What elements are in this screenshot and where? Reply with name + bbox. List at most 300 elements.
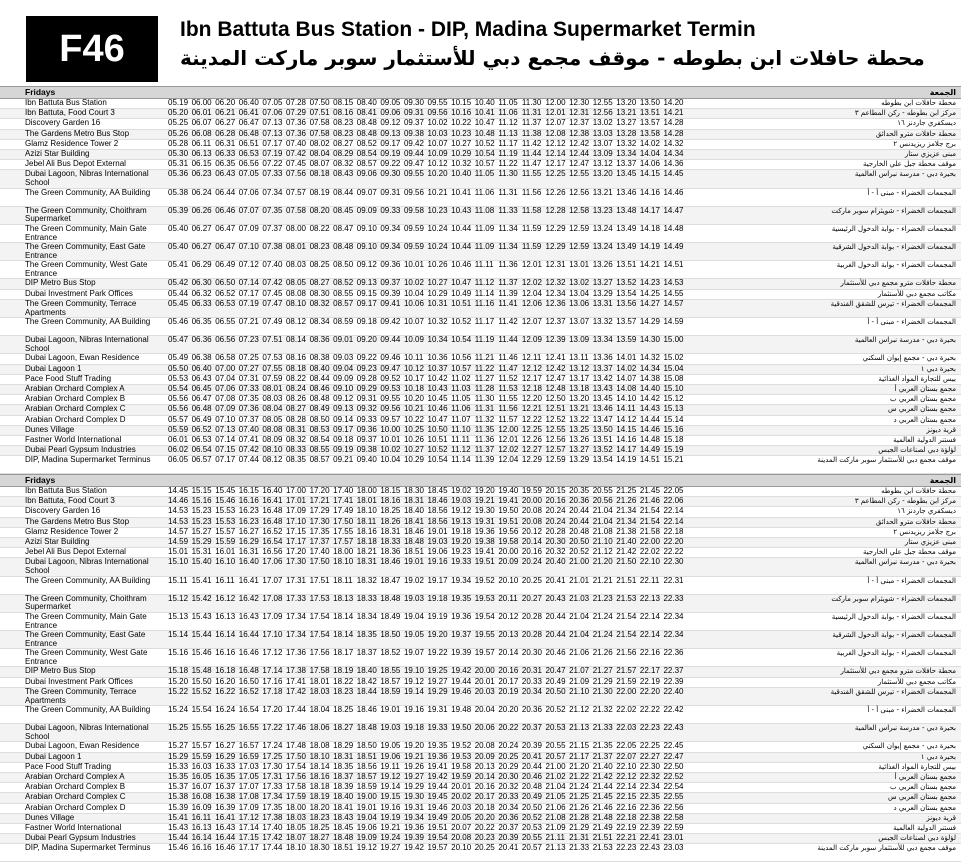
departure-time: 15.10 — [663, 383, 684, 393]
departure-time: 20.00 — [498, 547, 519, 557]
departure-time: 13.25 — [569, 424, 590, 434]
departure-time: 20.20 — [498, 705, 519, 714]
departure-time: 22.23 — [639, 723, 660, 733]
departure-time: 11.11 — [451, 434, 470, 444]
departure-time: 20.50 — [569, 536, 590, 546]
stop-name-english: Arabian Orchard Complex A — [25, 383, 125, 393]
departure-time: 13.29 — [569, 455, 590, 465]
departure-time: 16.22 — [215, 686, 236, 696]
departure-time: 10.37 — [427, 363, 448, 373]
departure-time: 21.54 — [616, 611, 637, 621]
departure-time: 06.35 — [215, 159, 236, 169]
departure-time: 22.02 — [639, 547, 660, 557]
departure-time: 09.55 — [380, 394, 401, 404]
departure-time: 14.21 — [663, 108, 684, 118]
departure-time: 14.45 — [168, 486, 189, 495]
departure-time: 16.39 — [215, 802, 236, 812]
departure-times — [168, 130, 687, 139]
departure-time: 13.50 — [592, 424, 613, 434]
departure-time: 08.15 — [333, 98, 354, 107]
stop-name-arabic: مبنى عزيزي ستار — [904, 149, 956, 158]
departure-time: 15.02 — [663, 353, 684, 363]
departure-times — [168, 365, 687, 374]
departure-time: 11.37 — [498, 278, 518, 288]
departure-time: 12.55 — [592, 98, 613, 107]
departure-time: 17.58 — [285, 782, 306, 792]
departure-time: 09.07 — [356, 187, 377, 197]
departure-time: 07.47 — [262, 298, 283, 308]
departure-time: 19.21 — [403, 751, 424, 761]
departure-time: 10.24 — [427, 223, 448, 233]
departure-time: 08.09 — [262, 434, 283, 444]
departure-time: 07.13 — [262, 128, 283, 138]
stop-name-english: Dubai Pearl Gypsum Industries — [25, 833, 136, 843]
departure-time: 17.12 — [262, 648, 283, 658]
stop-name-arabic: بحيرة دبي - مدرسة نبراس العالمية — [854, 724, 956, 733]
stop-name-arabic: المجمعات الخضراء - بوابة الدخول الشرقية — [832, 243, 956, 252]
departure-time: 09.31 — [403, 108, 424, 118]
departure-time: 06.48 — [238, 128, 259, 138]
departure-time: 12.37 — [545, 317, 566, 326]
departure-time: 12.51 — [545, 404, 566, 414]
departure-time: 16.08 — [191, 792, 212, 802]
stop-name-arabic: مبنى عزيزي ستار — [904, 537, 956, 546]
stop-name-english: DIP Metro Bus Stop — [25, 666, 96, 676]
stop-name-arabic: المجمعات الخضراء - شويثرام سوبر ماركت — [831, 206, 956, 215]
departure-time: 18.00 — [333, 547, 354, 557]
departure-time: 11.08 — [474, 205, 495, 215]
departure-time: 21.30 — [592, 686, 613, 696]
departure-time: 09.31 — [380, 187, 401, 197]
departure-time: 16.59 — [238, 751, 259, 761]
departure-time: 18.14 — [333, 611, 354, 621]
stop-name-arabic: المجمعات الخضراء - تيرس للشقق الفندقية — [830, 299, 956, 308]
departure-time: 21.46 — [639, 496, 660, 506]
departure-time: 18.22 — [333, 676, 354, 686]
departure-time: 17.10 — [262, 630, 283, 640]
departure-time: 09.13 — [333, 404, 354, 414]
departure-time: 20.08 — [451, 833, 472, 843]
departure-time: 18.35 — [356, 630, 377, 640]
departure-time: 13.21 — [592, 187, 613, 197]
departure-time: 19.10 — [403, 666, 424, 676]
departure-time: 05.31 — [168, 159, 189, 169]
departure-time: 14.53 — [168, 506, 189, 516]
departure-time: 08.10 — [285, 298, 306, 308]
departure-time: 12.58 — [569, 205, 590, 215]
departure-time: 20.57 — [545, 751, 566, 761]
departure-time: 18.17 — [333, 648, 354, 658]
departure-time: 18.55 — [380, 666, 401, 676]
departure-time: 16.27 — [238, 526, 259, 536]
departure-time: 18.42 — [356, 676, 377, 686]
departure-time: 07.22 — [262, 159, 283, 169]
departure-time: 20.30 — [521, 648, 542, 658]
departure-time: 10.07 — [427, 138, 448, 148]
departure-time: 12.56 — [569, 187, 590, 197]
departure-time: 18.36 — [380, 547, 401, 557]
departure-time: 13.48 — [616, 205, 637, 215]
departure-time: 12.20 — [521, 394, 542, 404]
departure-time: 18.56 — [356, 761, 377, 771]
departure-time: 13.54 — [592, 455, 613, 465]
departure-time: 16.13 — [191, 822, 212, 832]
departure-time: 13.26 — [592, 260, 613, 270]
departure-time: 12.21 — [521, 404, 542, 414]
departure-time: 21.13 — [569, 723, 590, 733]
departure-time: 11.02 — [451, 373, 471, 383]
departure-time: 14.46 — [663, 187, 684, 197]
departure-time: 11.34 — [498, 242, 518, 252]
departure-time: 21.11 — [545, 833, 565, 843]
departure-times — [168, 793, 687, 802]
departure-time: 06.53 — [191, 434, 212, 444]
departure-time: 12.00 — [545, 98, 566, 107]
departure-time: 11.10 — [451, 424, 471, 434]
departure-time: 12.07 — [521, 317, 542, 326]
departure-time: 17.51 — [309, 575, 330, 585]
departure-time: 12.30 — [569, 98, 590, 107]
departure-time: 19.36 — [474, 526, 495, 536]
departure-time: 22.21 — [616, 833, 637, 843]
stop-name-arabic: المجمعات الخضراء - تيرس للشقق الفندقية — [830, 687, 956, 696]
departure-time: 16.46 — [215, 843, 236, 853]
departure-time: 07.40 — [285, 138, 306, 148]
departure-time: 21.24 — [592, 611, 613, 621]
departure-time: 16.52 — [262, 526, 283, 536]
departure-time: 18.18 — [309, 782, 330, 792]
departure-time: 10.21 — [403, 404, 424, 414]
departure-time: 10.02 — [427, 118, 448, 128]
departure-time: 15.53 — [215, 516, 236, 526]
departure-time: 09.18 — [333, 434, 354, 444]
departure-time: 20.40 — [545, 557, 566, 567]
departure-time: 09.42 — [380, 317, 401, 326]
departure-time: 14.55 — [663, 288, 684, 298]
departure-time: 12.02 — [521, 278, 542, 288]
stop-name-english: Dubai Investment Park Offices — [25, 288, 133, 298]
departure-time: 17.56 — [285, 771, 306, 781]
departure-time: 21.03 — [569, 593, 590, 603]
departure-times — [168, 243, 687, 252]
departure-time: 13.02 — [569, 278, 590, 288]
departure-time: 05.40 — [168, 242, 189, 252]
departure-time: 17.00 — [285, 486, 306, 495]
departure-time: 17.40 — [262, 822, 283, 832]
departure-times — [168, 426, 687, 435]
departure-time: 16.20 — [215, 676, 236, 686]
departure-time: 22.33 — [663, 593, 684, 603]
stop-name-english: Fastner World International — [25, 434, 122, 444]
departure-time: 22.38 — [639, 812, 660, 822]
departure-time: 09.40 — [356, 455, 377, 465]
departure-time: 14.08 — [616, 383, 637, 393]
departure-time: 10.36 — [427, 353, 448, 363]
departure-time: 18.25 — [309, 822, 330, 832]
departure-time: 07.19 — [262, 148, 283, 158]
stop-name-english: Glamz Residence Tower 2 — [25, 526, 119, 536]
departure-time: 19.53 — [474, 593, 495, 603]
departure-time: 17.48 — [285, 741, 306, 751]
departure-time: 06.26 — [191, 205, 212, 215]
departure-time: 05.42 — [168, 278, 189, 288]
departure-time: 07.06 — [215, 383, 236, 393]
departure-times — [168, 189, 687, 198]
departure-time: 11.06 — [474, 187, 495, 197]
departure-time: 10.04 — [380, 455, 401, 465]
departure-time: 07.36 — [238, 404, 259, 414]
departure-time: 11.58 — [521, 205, 542, 215]
departure-time: 07.37 — [238, 414, 259, 424]
departure-time: 18.06 — [309, 723, 330, 733]
route-title-arabic: محطة حافلات ابن بطوطه - موقف مجمع دبي للأستثمار سوبر ماركت المدينة — [180, 46, 925, 70]
departure-time: 19.03 — [403, 593, 424, 603]
departure-time: 11.30 — [498, 169, 518, 179]
departure-time: 22.40 — [663, 686, 684, 696]
stop-name-arabic: مجمع بستان العربي أ — [894, 384, 956, 393]
departure-time: 21.24 — [569, 782, 590, 792]
departure-time: 18.30 — [309, 843, 330, 853]
departure-time: 12.25 — [545, 169, 566, 179]
departure-time: 16.16 — [238, 496, 259, 506]
departure-time: 16.11 — [215, 575, 235, 585]
departure-time: 19.42 — [403, 843, 424, 853]
departure-time: 12.36 — [545, 298, 566, 308]
departure-time: 10.02 — [403, 278, 424, 288]
departure-time: 06.07 — [191, 118, 212, 128]
departure-time: 18.44 — [356, 686, 377, 696]
departure-time: 12.56 — [545, 434, 566, 444]
departure-time: 08.23 — [333, 118, 354, 128]
departure-time: 17.15 — [285, 526, 306, 536]
stop-name-english: DIP, Madina Supermarket Terminus — [25, 455, 151, 465]
departure-time: 21.12 — [569, 705, 590, 714]
departure-time: 07.59 — [262, 373, 283, 383]
departure-time: 20.08 — [474, 741, 495, 751]
departure-time: 14.15 — [639, 169, 660, 179]
stop-name-arabic: مجمع بستان العربي د — [893, 803, 956, 812]
departure-time: 20.16 — [545, 496, 566, 506]
departure-time: 07.23 — [238, 335, 259, 345]
departure-time: 19.30 — [403, 792, 424, 802]
departure-time: 15.23 — [191, 506, 212, 516]
departure-time: 07.45 — [262, 288, 283, 298]
departure-time: 06.33 — [191, 298, 212, 308]
departure-time: 09.05 — [380, 98, 401, 107]
departure-time: 15.48 — [191, 666, 212, 676]
departure-time: 20.28 — [545, 526, 566, 536]
departure-time: 17.14 — [238, 822, 259, 832]
stop-name-arabic: المجمعات الخضراء - مبنى أ - أ — [867, 318, 956, 326]
departure-time: 21.27 — [592, 666, 613, 676]
departure-time: 09.12 — [356, 260, 377, 270]
departure-time: 12.47 — [569, 159, 590, 169]
stop-name-english: The Green Community, Main Gate Entrance — [25, 223, 147, 242]
departure-time: 21.54 — [616, 630, 637, 640]
departure-time: 16.25 — [215, 723, 236, 733]
departure-time: 22.55 — [663, 792, 684, 802]
departure-time: 06.50 — [215, 278, 236, 288]
departure-time: 20.04 — [474, 705, 495, 714]
departure-time: 21.29 — [592, 676, 613, 686]
departure-time: 07.21 — [238, 317, 259, 326]
departure-time: 21.04 — [545, 782, 566, 792]
departure-time: 06.00 — [191, 98, 212, 107]
departure-time: 19.35 — [427, 741, 448, 751]
departure-time: 12.00 — [498, 424, 519, 434]
section-label-english: Fridays — [25, 475, 56, 485]
departure-time: 05.40 — [168, 223, 189, 233]
departure-time: 20.27 — [521, 593, 542, 603]
departure-time: 08.54 — [356, 148, 377, 158]
departure-time: 20.24 — [521, 557, 542, 567]
departure-time: 21.13 — [545, 843, 566, 853]
departure-time: 22.16 — [639, 648, 660, 658]
departure-time: 23.01 — [663, 833, 684, 843]
departure-time: 22.41 — [639, 833, 660, 843]
departure-time: 21.24 — [592, 630, 613, 640]
departure-time: 17.08 — [262, 593, 283, 603]
departure-time: 06.53 — [215, 298, 236, 308]
departure-time: 20.19 — [498, 686, 519, 696]
departure-time: 18.14 — [333, 630, 354, 640]
departure-time: 06.47 — [238, 118, 259, 128]
departure-time: 16.29 — [215, 751, 236, 761]
departure-time: 20.44 — [569, 506, 590, 516]
departure-time: 13.06 — [569, 298, 590, 308]
departure-time: 15.13 — [168, 611, 189, 621]
departure-time: 10.54 — [474, 148, 495, 158]
departure-time: 21.02 — [545, 771, 566, 781]
departure-time: 21.59 — [616, 676, 637, 686]
departure-time: 15.01 — [168, 547, 189, 557]
departure-time: 17.54 — [309, 611, 330, 621]
departure-time: 18.11 — [356, 516, 377, 526]
departure-time: 14.18 — [639, 223, 660, 233]
departure-time: 18.26 — [380, 516, 401, 526]
departure-time: 09.41 — [380, 298, 401, 308]
departure-time: 11.42 — [521, 138, 542, 148]
departure-time: 06.49 — [215, 260, 236, 270]
departure-time: 18.45 — [427, 486, 448, 495]
departure-time: 18.46 — [403, 526, 424, 536]
departure-time: 21.54 — [639, 516, 660, 526]
departure-time: 20.15 — [545, 486, 566, 495]
departure-time: 08.59 — [333, 317, 354, 326]
departure-time: 16.33 — [215, 761, 236, 771]
departure-time: 21.42 — [616, 547, 637, 557]
departure-time: 19.59 — [451, 771, 472, 781]
departure-time: 10.49 — [451, 288, 472, 298]
departure-time: 13.52 — [616, 278, 637, 288]
departure-time: 12.01 — [545, 108, 566, 118]
departure-time: 10.56 — [451, 353, 472, 363]
departure-time: 20.09 — [474, 751, 495, 761]
departure-times — [168, 497, 687, 506]
departure-time: 10.16 — [451, 108, 472, 118]
departure-time: 13.51 — [592, 434, 613, 444]
departure-time: 17.24 — [262, 741, 283, 751]
departure-time: 06.30 — [191, 278, 212, 288]
departure-time: 15.27 — [191, 526, 212, 536]
timetable-row — [0, 724, 961, 742]
departure-time: 12.57 — [545, 445, 566, 455]
departure-time: 09.53 — [380, 383, 401, 393]
departure-time: 08.22 — [309, 223, 330, 233]
departure-time: 16.50 — [238, 676, 259, 686]
departure-time: 15.46 — [215, 496, 236, 506]
departure-time: 16.43 — [238, 611, 259, 621]
departure-time: 21.58 — [639, 526, 660, 536]
departure-time: 17.30 — [285, 557, 306, 567]
stop-name-arabic: بحيرة دبي - مدرسة نبراس العالمية — [854, 170, 956, 179]
departure-time: 06.35 — [191, 317, 212, 326]
departure-time: 22.47 — [663, 751, 684, 761]
departure-time: 07.08 — [215, 394, 236, 404]
departure-time: 16.13 — [215, 611, 236, 621]
departure-time: 09.33 — [380, 205, 401, 215]
departure-time: 17.06 — [262, 557, 283, 567]
departure-time: 09.28 — [356, 373, 377, 383]
departure-time: 06.49 — [191, 414, 212, 424]
departure-time: 06.13 — [191, 148, 212, 158]
departure-time: 17.21 — [309, 496, 330, 506]
departure-time: 10.15 — [451, 98, 472, 107]
departure-time: 11.14 — [474, 288, 495, 298]
departure-time: 17.30 — [262, 761, 283, 771]
departure-time: 11.05 — [498, 98, 518, 107]
departure-time: 09.38 — [403, 128, 424, 138]
departure-time: 06.02 — [168, 445, 189, 455]
departure-time: 09.17 — [333, 424, 354, 434]
departure-time: 21.51 — [616, 575, 637, 585]
departure-time: 22.19 — [616, 822, 637, 832]
stop-name-english: Ibn Battuta, Food Court 3 — [25, 496, 115, 506]
departure-time: 11.09 — [474, 223, 495, 233]
departure-time: 09.10 — [356, 223, 377, 233]
departure-time: 21.26 — [592, 648, 613, 658]
timetable-row — [0, 649, 961, 667]
departure-time: 19.59 — [521, 486, 542, 495]
departure-time: 07.15 — [215, 445, 236, 455]
departure-time: 15.38 — [168, 792, 189, 802]
departure-time: 22.37 — [663, 666, 684, 676]
departure-time: 18.13 — [333, 593, 354, 603]
departure-times — [168, 528, 687, 537]
departure-time: 15.31 — [191, 547, 212, 557]
departure-time: 08.31 — [285, 424, 306, 434]
departure-time: 09.09 — [333, 373, 354, 383]
departure-time: 18.03 — [285, 812, 306, 822]
departure-time: 15.08 — [663, 373, 684, 383]
departure-time: 09.31 — [356, 394, 377, 404]
stop-name-arabic: محطة حافلات مترو الحدائق — [875, 129, 956, 138]
departure-time: 09.23 — [356, 363, 377, 373]
departure-time: 19.16 — [427, 557, 448, 567]
departure-time: 10.25 — [403, 424, 424, 434]
departure-time: 15.52 — [191, 686, 212, 696]
departure-time: 16.14 — [215, 630, 236, 640]
departure-time: 20.34 — [498, 802, 519, 812]
departure-time: 09.15 — [356, 288, 377, 298]
departure-time: 19.26 — [403, 761, 424, 771]
departure-time: 21.06 — [545, 802, 566, 812]
departure-time: 22.34 — [663, 611, 684, 621]
departure-time: 18.46 — [356, 705, 377, 714]
departure-time: 21.53 — [592, 843, 613, 853]
departure-time: 10.07 — [403, 317, 424, 326]
departure-time: 16.16 — [191, 843, 212, 853]
